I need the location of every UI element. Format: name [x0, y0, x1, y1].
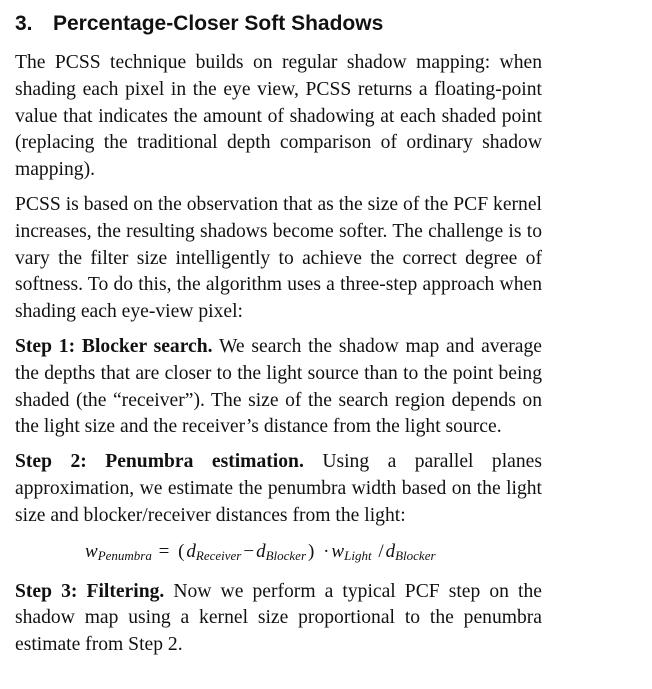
- eq-sub-blocker: Blocker: [265, 547, 307, 563]
- eq-sub-receiver: Receiver: [195, 547, 242, 563]
- eq-sub-light: Light: [344, 547, 372, 563]
- eq-sub-penumbra: Penumbra: [97, 547, 152, 563]
- section-title: Percentage-Closer Soft Shadows: [53, 12, 384, 35]
- step-2-paragraph: [15, 449, 542, 529]
- step-2-text: Using a parallel planes approximation, we estimate the penumbra width based on the light size and blocker/receiver distances from the light:: [15, 451, 542, 526]
- step-2-lead: Step 2: Penumbra estimation.: [15, 451, 304, 473]
- eq-equals: =: [158, 540, 170, 562]
- section-heading: [15, 10, 542, 38]
- step-3-paragraph: [15, 579, 542, 659]
- eq-d-blocker-denominator: d: [385, 540, 396, 562]
- eq-w-penumbra: w: [85, 540, 98, 562]
- step-1-paragraph: [15, 334, 542, 441]
- eq-slash: /: [378, 540, 384, 562]
- eq-minus: −: [243, 540, 255, 562]
- eq-open-paren: (: [178, 540, 185, 562]
- penumbra-equation: [85, 538, 542, 570]
- eq-dot: ·: [323, 540, 330, 562]
- section-number: 3.: [15, 12, 33, 35]
- eq-d-receiver: d: [186, 540, 196, 562]
- eq-w-light: w: [331, 540, 345, 562]
- step-1-text: We search the shadow map and average the depths that are closer to the light source than to the point being shaded (the “receiver”). The size of the search region depends on the light size and the receiver’s distance from the light source.: [15, 335, 543, 438]
- eq-close-paren: ): [308, 540, 315, 562]
- step-3-text: Now we perform a typical PCF step on the shadow map using a kernel size proportional to the penumbra estimate from Step 2.: [15, 580, 542, 656]
- intro-paragraph: The PCSS technique builds on regular shadow mapping: when shading each pixel in the eye view, PCSS returns a floating-point value that indicates the amount of shadowing at each shaded point (replacing the traditional depth comparison of ordinary shadow mapping).: [15, 52, 542, 181]
- step-3-lead: Step 3: Filtering.: [15, 580, 165, 602]
- eq-d-blocker: d: [256, 540, 266, 562]
- observation-paragraph: PCSS is based on the observation that as the size of the PCF kernel increases, the resulting shadows become softer. The challenge is to vary the filter size intelligently to achieve the correct degree of softness. To do this, the algorithm uses a three-step approach when shading each eye-view pixel:: [15, 193, 542, 323]
- eq-sub-blocker-denominator: Blocker: [395, 547, 436, 563]
- step-1-lead: Step 1: Blocker search.: [15, 335, 213, 357]
- document-page: [15, 10, 542, 667]
